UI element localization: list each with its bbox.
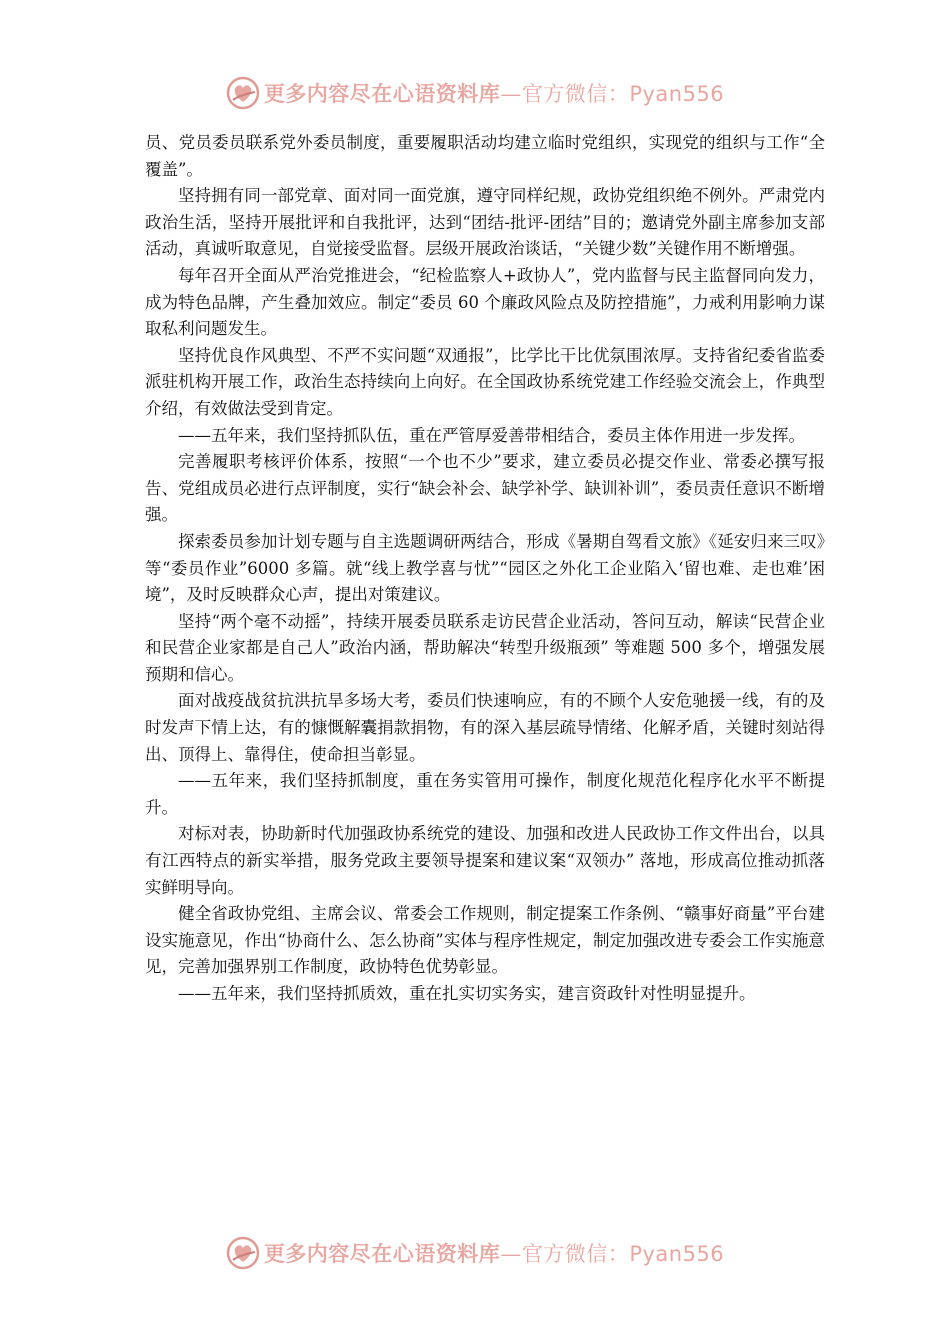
section-summary: ——五年来，我们坚持抓质效，重在扎实切实务实，建言资政针对性明显提升。 [178,984,756,1003]
paragraph: 对标对表，协助新时代加强政协系统党的建设、加强和改进人民政协工作文件出台，以具有江西特点的新实举措，服务党政主要领导提案和建议案“双领办” 落地，形成高位推动抓落实鲜明导向。 [145,824,825,897]
watermark-separator: —官方微信： [500,1242,630,1266]
heart-logo-icon [226,1236,260,1270]
section-summary: ——五年来，我们坚持抓制度，重在务实管用可操作，制度化规范化程序化水平不断提升。 [145,771,825,817]
watermark-brand: 更多内容尽在心语资料库 [263,1241,501,1266]
watermark-wechat-id: Pyan556 [629,82,725,106]
paragraph: 面对战疫战贫抗洪抗旱多场大考，委员们快速响应，有的不顾个人安危驰援一线，有的及时发声下情上达，有的慷慨解囊捐款捐物，有的深入基层疏导情绪、化解矛盾，关键时刻站得出、顶得上、靠得住，使命担当彰显。 [145,691,825,764]
paragraph: 每年召开全面从严治党推进会，“纪检监察人+政协人”，党内监督与民主监督同向发力，成为特色品牌，产生叠加效应。制定“委员 60 个廉政风险点及防控措施”，力戒利用影响力谋取私利问题发生。 [145,265,825,339]
paragraph: 坚持拥有同一部党章、面对同一面党旗，遵守同样纪规，政协党组织绝不例外。严肃党内政治生活，坚持开展批评和自我批评，达到“团结-批评-团结”目的；邀请党外副主席参加支部活动，真诚听取意见，自觉接受监督。层级开展政治谈话，“关键少数”关键作用不断增强。 [145,186,825,259]
document-body [145,130,825,1008]
paragraph: 完善履职考核评价体系，按照“一个也不少”要求，建立委员必提交作业、常委必撰写报告、党组成员必进行点评制度，实行“缺会补会、缺学补学、缺训补训”，委员责任意识不断增强。 [145,452,825,525]
paragraph: 探索委员参加计划专题与自主选题调研两结合，形成《暑期自驾看文旅》《延安归来三叹》等“委员作业”6000 多篇。就“线上教学喜与忧”“园区之外化工企业陷入‘留也难、走也难’困境”，及时反映群众心声，提出对策建议。 [145,531,825,605]
watermark-text [264,78,724,108]
watermark-banner-top [0,73,950,113]
section-summary: ——五年来，我们坚持抓队伍，重在严管厚爱善带相结合，委员主体作用进一步发挥。 [178,425,805,445]
heart-logo-icon [226,76,260,110]
watermark-text [264,1238,724,1268]
paragraph: 坚持“两个毫不动摇”，持续开展委员联系走访民营企业活动，答问互动，解读“民营企业和民营企业家都是自己人”政治内涵，帮助解决“转型升级瓶颈” 等难题 500 多个，增强发展预期和信心。 [145,611,825,684]
watermark-banner-bottom [0,1233,950,1273]
paragraph: 健全省政协党组、主席会议、常委会工作规则，制定提案工作条例、“赣事好商量”平台建设实施意见，作出“协商什么、怎么协商”实体与程序性规定，制定加强改进专委会工作实施意见，完善加强界别工作制度，政协特色优势彰显。 [145,904,825,977]
watermark-separator: —官方微信： [500,82,630,106]
watermark-wechat-id: Pyan556 [629,1242,725,1266]
paragraph: 坚持优良作风典型、不严不实问题“双通报”，比学比干比优氛围浓厚。支持省纪委省监委派驻机构开展工作，政治生态持续向上向好。在全国政协系统党建工作经验交流会上，作典型介绍，有效做法受到肯定。 [145,345,825,418]
paragraph: 员、党员委员联系党外委员制度，重要履职活动均建立临时党组织，实现党的组织与工作“全覆盖”。 [145,133,825,179]
watermark-brand: 更多内容尽在心语资料库 [263,81,501,106]
